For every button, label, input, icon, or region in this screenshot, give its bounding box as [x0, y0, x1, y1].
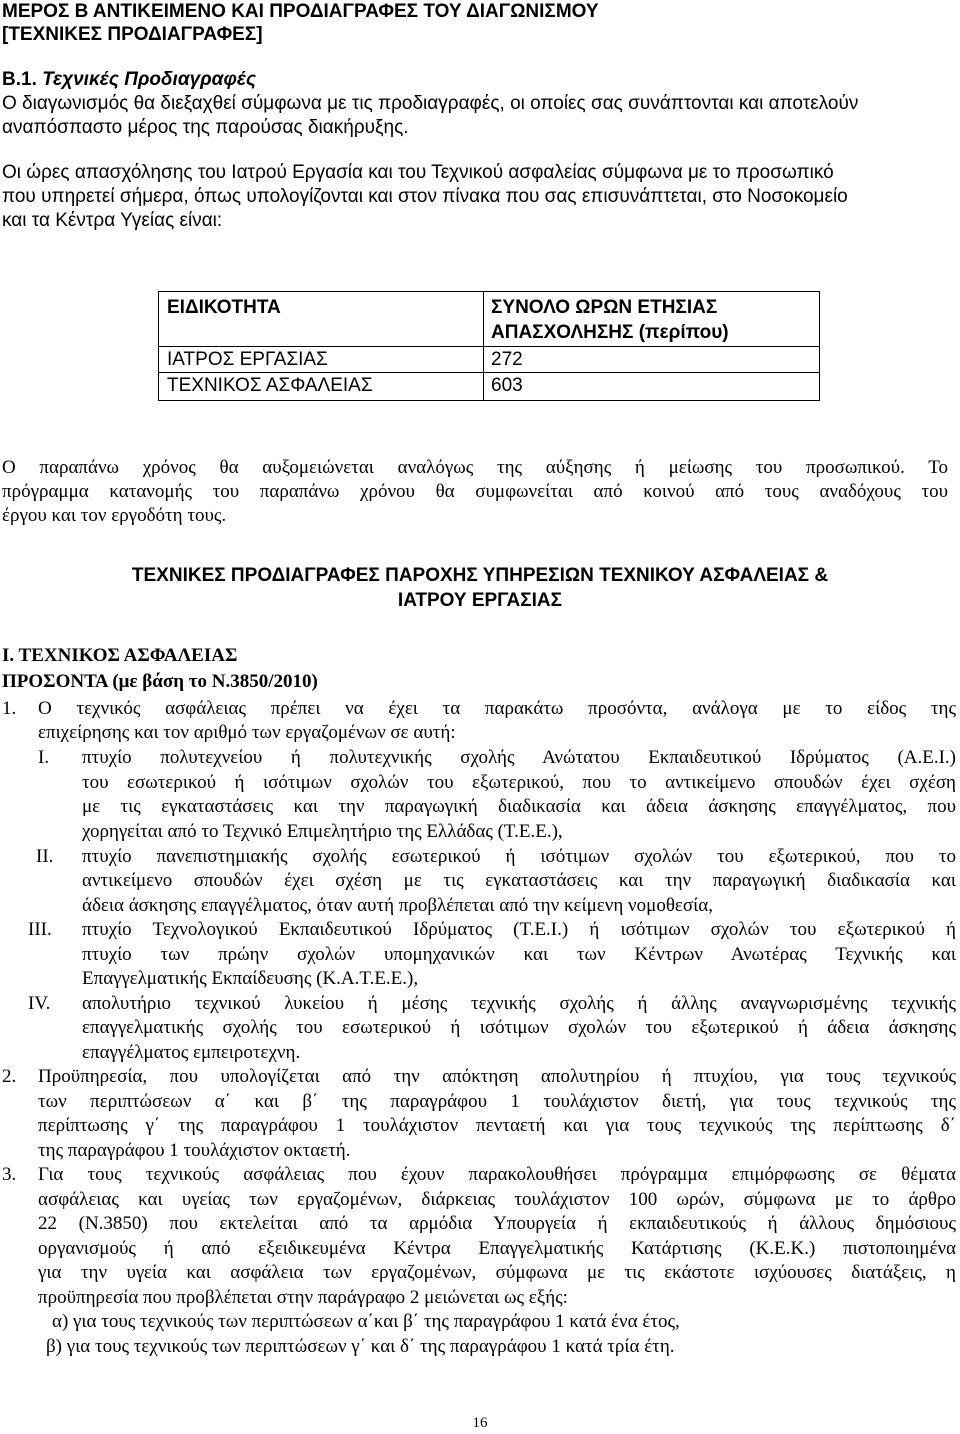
table-row-2-specialty: ΤΕΧΝΙΚΟΣ ΑΣΦΑΛΕΙΑΣ — [167, 375, 373, 396]
table-row-divider — [159, 372, 819, 373]
page-number: 16 — [472, 1415, 488, 1431]
after-table-line-1: Ο παραπάνω χρόνος θα αυξομειώνεται αναλόγως της αύξησης ή μείωσης του προσωπικού. Το — [2, 457, 948, 478]
item-3-line-4: οργανισμούς ή από εξειδικευμένα Κέντρα Επαγγελματικής Κατάρτισης (Κ.Ε.Κ.) πιστοποιημένα — [38, 1238, 956, 1259]
section-b1-p1-line-2: αναπόσπαστο μέρος της παρούσας διακήρυξης. — [2, 117, 409, 138]
item-ii-marker: ΙΙ. — [36, 846, 54, 867]
item-i-line-1: πτυχίο πολυτεχνείου ή πολυτεχνικής σχολής Ανώτατου Εκπαιδευτικού Ιδρύματος (Α.Ε.Ι.) — [82, 747, 956, 768]
item-1-line-1: Ο τεχνικός ασφάλειας πρέπει να έχει τα παρακάτω προσόντα, ανάλογα με το είδος της — [38, 698, 956, 719]
item-i-line-3: με τις εγκαταστάσεις και την παραγωγική διαδικασία και άδεια άσκησης επαγγέλματος, που — [82, 796, 956, 817]
item-3-line-3: 22 (Ν.3850) που εκτελείται από τα αρμόδια Υπουργεία ή εκπαιδευτικούς ή άλλους δημόσιους — [38, 1213, 956, 1234]
item-2-line-3: περίπτωσης γ΄ της παραγράφου 1 τουλάχιστον πενταετή και για τους τεχνικούς της περίπτωσης δ΄ — [38, 1115, 956, 1136]
after-table-line-3: έργου και τον εργοδότη τους. — [2, 505, 227, 526]
section-b1-heading — [2, 68, 256, 92]
item-iii-marker: ΙΙΙ. — [28, 919, 52, 940]
table-row-1-hours: 272 — [491, 349, 523, 370]
item-3-marker: 3. — [2, 1164, 17, 1185]
technical-specs-heading-line-2: ΙΑΤΡΟΥ ΕΡΓΑΣΙΑΣ — [397, 590, 563, 611]
document-header-line-1: ΜΕΡΟΣ Β ΑΝΤΙΚΕΙΜΕΝΟ ΚΑΙ ΠΡΟΔΙΑΓΡΑΦΕΣ ΤΟΥ ΔΙΑΓΩΝΙΣΜΟΥ — [2, 1, 599, 22]
section-b1-number: Β.1. — [2, 69, 37, 90]
hours-table — [158, 291, 820, 401]
item-iii-line-2: πτυχίο των πρώην σχολών υπομηχανικών και των Κέντρων Ανωτέρας Τεχνικής και — [82, 944, 956, 965]
item-2-line-1: Προϋπηρεσία, που υπολογίζεται από την απόκτηση απολυτηρίου ή πτυχίου, για τους τεχνικούς — [38, 1066, 956, 1087]
item-1-line-2: επιχείρησης και τον αριθμό των εργαζομένων σε αυτή: — [38, 722, 456, 743]
item-iv-line-2: επαγγελματικής σχολής του εσωτερικού ή ισότιμων σχολών του εξωτερικού ή άδεια άσκησης — [82, 1017, 956, 1038]
table-header-hours-line-2: ΑΠΑΣΧΟΛΗΣΗΣ (περίπου) — [491, 322, 729, 343]
sub-item-a: α) για τους τεχνικούς των περιπτώσεων α΄και β΄ της παραγράφου 1 κατά ένα έτος, — [52, 1311, 680, 1332]
item-iii-line-1: πτυχίο Τεχνολογικού Εκπαιδευτικού Ιδρύματος (Τ.Ε.Ι.) ή ισότιμων σχολών του εξωτερικού ή — [82, 919, 956, 940]
item-3-line-5: για την υγεία και ασφάλεια των εργαζομένων, σύμφωνα με τις εκάστοτε ισχύουσες διατάξεις, η — [38, 1262, 956, 1283]
item-3-line-1: Για τους τεχνικούς ασφάλειας που έχουν παρακολουθήσει πρόγραμμα επιμόρφωσης σε θέματα — [38, 1164, 956, 1185]
item-i-line-2: του εσωτερικού ή ισότιμων σχολών του εξωτερικού, που το αντικείμενο σπουδών έχει σχέση — [82, 772, 956, 793]
item-1-marker: 1. — [2, 698, 17, 719]
item-iv-marker: ΙV. — [28, 993, 51, 1014]
table-header-divider — [159, 346, 819, 347]
item-2-line-2: των περιπτώσεων α΄ και β΄ της παραγράφου 1 τουλάχιστον διετή, για τους τεχνικούς της — [38, 1091, 956, 1112]
item-i-line-4: χορηγείται από το Τεχνικό Επιμελητήριο της Ελλάδας (Τ.Ε.Ε.), — [82, 821, 563, 842]
section-i-subtitle: ΠΡΟΣΟΝΤΑ (με βάση το Ν.3850/2010) — [2, 671, 318, 692]
item-iii-line-3: Επαγγελματικής Εκπαίδευσης (Κ.Α.Τ.Ε.Ε.), — [82, 968, 419, 989]
section-b1-p2-line-3: και τα Κέντρα Υγείας είναι: — [2, 210, 223, 231]
item-i-marker: Ι. — [38, 747, 50, 768]
item-iv-line-1: απολυτήριο τεχνικού λυκείου ή μέσης τεχνικής σχολής ή άλλης αναγνωρισμένης τεχνικής — [82, 993, 956, 1014]
table-header-hours-line-1: ΣΥΝΟΛΟ ΩΡΩΝ ΕΤΗΣΙΑΣ — [491, 297, 718, 318]
item-ii-line-2: αντικείμενο σπουδών έχει σχέση με τις εγκαταστάσεις και την παραγωγική διαδικασία και — [82, 870, 956, 891]
item-iv-line-3: επαγγέλματος εμπειροτεχνη. — [82, 1042, 301, 1063]
section-i-title: Ι. ΤΕΧΝΙΚΟΣ ΑΣΦΑΛΕΙΑΣ — [2, 645, 238, 666]
item-ii-line-1: πτυχίο πανεπιστημιακής σχολής εσωτερικού ή ισότιμων σχολών του εξωτερικού, που το — [82, 846, 956, 867]
table-row-1-specialty: ΙΑΤΡΟΣ ΕΡΓΑΣΙΑΣ — [167, 349, 328, 370]
section-b1-p1-line-1: Ο διαγωνισμός θα διεξαχθεί σύμφωνα με τις προδιαγραφές, οι οποίες σας συνάπτονται και αποτελούν — [2, 93, 859, 114]
item-2-marker: 2. — [2, 1066, 17, 1087]
table-header-specialty: ΕΙΔΙΚΟΤΗΤΑ — [167, 297, 281, 318]
section-b1-title: Τεχνικές Προδιαγραφές — [42, 69, 257, 90]
item-ii-line-3: άδεια άσκησης επαγγέλματος, όταν αυτή προβλέπεται από την κείμενη νομοθεσία, — [82, 895, 713, 916]
item-3-line-6: προϋπηρεσία που προβλέπεται στην παράγραφο 2 μειώνεται ως εξής: — [38, 1287, 568, 1308]
document-header-line-2: [ΤΕΧΝΙΚΕΣ ΠΡΟΔΙΑΓΡΑΦΕΣ] — [2, 24, 263, 45]
section-b1-p2-line-2: που υπηρετεί σήμερα, όπως υπολογίζονται και στον πίνακα που σας επισυνάπτεται, στο Νοσοκομείο — [2, 186, 848, 207]
item-3-line-2: ασφάλειας και υγείας των εργαζομένων, διάρκειας τουλάχιστον 100 ωρών, σύμφωνα με το άρθρο — [38, 1189, 956, 1210]
section-b1-p2-line-1: Οι ώρες απασχόλησης του Ιατρού Εργασία και του Τεχνικού ασφαλείας σύμφωνα με το προσωπικό — [2, 162, 834, 183]
after-table-line-2: πρόγραμμα κατανομής του παραπάνω χρόνου θα συμφωνείται από κοινού από τους αναδόχους του — [2, 481, 948, 502]
table-row-2-hours: 603 — [491, 375, 523, 396]
item-2-line-4: της παραγράφου 1 τουλάχιστον οκταετή. — [38, 1140, 351, 1161]
technical-specs-heading-line-1: ΤΕΧΝΙΚΕΣ ΠΡΟΔΙΑΓΡΑΦΕΣ ΠΑΡΟΧΗΣ ΥΠΗΡΕΣΙΩΝ ΤΕΧΝΙΚΟΥ ΑΣΦΑΛΕΙΑΣ & — [131, 565, 829, 586]
sub-item-b: β) για τους τεχνικούς των περιπτώσεων γ΄ και δ΄ της παραγράφου 1 κατά τρία έτη. — [46, 1336, 675, 1357]
